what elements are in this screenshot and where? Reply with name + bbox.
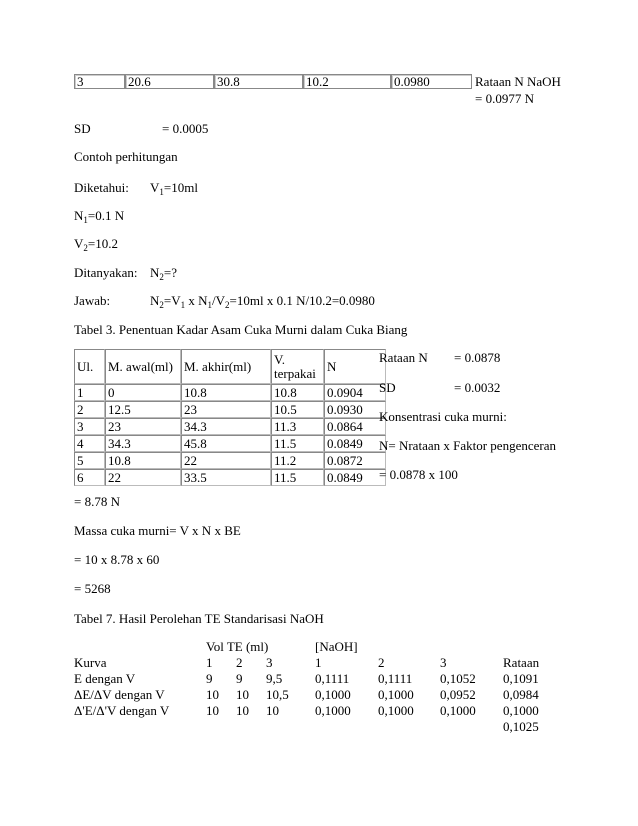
table-cell: 9 [236, 671, 243, 686]
table-cell: 34.3 [181, 418, 271, 435]
table-cell: 10.8 [271, 384, 324, 401]
table-cell: 45.8 [181, 435, 271, 452]
table-cell: 0,1000 [503, 703, 539, 718]
table-cell: 11.2 [271, 452, 324, 469]
konsentrasi-calc: = 0.0878 x 100 [379, 467, 458, 482]
header-cell: M. akhir(ml) [181, 349, 271, 384]
table-cell: 0.0872 [324, 452, 386, 469]
rataan-naoh-value: = 0.0977 N [475, 91, 534, 106]
header-cell: 1 [206, 655, 213, 670]
table-cell: 1 [74, 384, 105, 401]
ditanyakan-label: Ditanyakan: [74, 265, 138, 280]
table-cell: 0,0952 [440, 687, 476, 702]
tabel7-title: Tabel 7. Hasil Perolehan TE Standarisasi NaOH [74, 611, 324, 626]
table-cell: 0.0849 [324, 435, 386, 452]
rataan-n-label: Rataan N [379, 350, 428, 365]
table-cell: 10,5 [266, 687, 289, 702]
top-row-cell-2: 20.6 [125, 74, 214, 89]
table-cell: 0.0849 [324, 469, 386, 486]
table-cell: 0,1000 [440, 703, 476, 718]
table-cell: 0,1000 [378, 687, 414, 702]
sd-value: = 0.0005 [162, 121, 209, 136]
jawab-formula: $N_2=V_1$ x $N_1/V_2=10ml$ x 0.1 N/10.2=0.0980 [150, 293, 375, 310]
rataan-n-value: = 0.0878 [454, 350, 501, 365]
header-cell: Kurva [74, 655, 107, 670]
table-row [74, 452, 386, 469]
table-cell: 5 [74, 452, 105, 469]
header-cell: Ul. [74, 349, 105, 384]
top-row-cell-3: 30.8 [214, 74, 303, 89]
table-cell: 10 [236, 687, 249, 702]
table-cell: 10.5 [271, 401, 324, 418]
table-cell: 0,1091 [503, 671, 539, 686]
header-cell: V. terpakai [271, 349, 324, 384]
konsentrasi-formula: N= Nrataan x Faktor pengenceran [379, 438, 556, 453]
table-cell: 0,1052 [440, 671, 476, 686]
table-cell: 12.5 [105, 401, 181, 418]
vol-te-group-header: Vol TE (ml) [206, 639, 269, 654]
table-cell: 3 [74, 418, 105, 435]
table-cell: ΔE/ΔV dengan V [74, 687, 165, 702]
top-row-cell-4: 10.2 [303, 74, 391, 89]
rataan-naoh-label: Rataan N NaOH [475, 74, 561, 89]
header-cell: Rataan [503, 655, 540, 670]
sd3-value: = 0.0032 [454, 380, 501, 395]
table-cell: 22 [181, 452, 271, 469]
massa-result: = 5268 [74, 581, 111, 596]
table-cell: 0,1000 [315, 687, 351, 702]
table-cell: 6 [74, 469, 105, 486]
header-cell: M. awal(ml) [105, 349, 181, 384]
v1-expression: $V_1=10ml$ [150, 180, 198, 197]
n1-expression: $N_1=0.1$ N [74, 208, 125, 225]
table-cell: E dengan V [74, 671, 136, 686]
table-cell: 0,1000 [378, 703, 414, 718]
table-cell: 11.5 [271, 469, 324, 486]
table-cell: 0.0930 [324, 401, 386, 418]
table-row [74, 384, 386, 401]
tabel3-table [74, 349, 386, 486]
table-cell: 0,1111 [378, 671, 413, 686]
table-row [74, 435, 386, 452]
table-cell: 33.5 [181, 469, 271, 486]
header-cell: 3 [266, 655, 273, 670]
extra-rataan-value: 0,1025 [503, 719, 539, 734]
table-cell: 10 [206, 687, 219, 702]
table-header-row [74, 349, 386, 384]
table-cell: 9 [206, 671, 213, 686]
table-cell: 2 [74, 401, 105, 418]
diketahui-label: Diketahui: [74, 180, 129, 195]
table-cell: 0,1111 [315, 671, 350, 686]
table-cell: Δ'E/Δ'V dengan V [74, 703, 170, 718]
table-cell: 0,1000 [315, 703, 351, 718]
table-cell: 23 [181, 401, 271, 418]
sd3-label: SD [379, 380, 396, 395]
v2-expression: $V_2=10.2$ [74, 236, 118, 253]
tabel3-title: Tabel 3. Penentuan Kadar Asam Cuka Murni dalam Cuka Biang [74, 322, 408, 337]
table-cell: 23 [105, 418, 181, 435]
header-cell: N [324, 349, 386, 384]
table-cell: 0.0864 [324, 418, 386, 435]
table-cell: 9,5 [266, 671, 283, 686]
table-row [74, 469, 386, 486]
table-cell: 0 [105, 384, 181, 401]
table-row [74, 418, 386, 435]
top-row-cell-5: 0.0980 [391, 74, 472, 89]
table-cell: 0.0904 [324, 384, 386, 401]
table-cell: 10 [206, 703, 219, 718]
jawab-label: Jawab: [74, 293, 111, 308]
n2-question: $N_2=$? [150, 265, 177, 282]
contoh-heading: Contoh perhitungan [74, 149, 178, 164]
table-cell: 22 [105, 469, 181, 486]
massa-formula: Massa cuka murni= V x N x BE [74, 523, 241, 538]
top-row-cell-1: 3 [74, 74, 125, 89]
naoh-group-header: [NaOH] [315, 639, 358, 654]
header-cell: 1 [315, 655, 322, 670]
table-cell: 11.3 [271, 418, 324, 435]
table-cell: 4 [74, 435, 105, 452]
table-cell: 11.5 [271, 435, 324, 452]
massa-calc: = 10 x 8.78 x 60 [74, 552, 160, 567]
sd-label: SD [74, 121, 91, 136]
konsentrasi-label: Konsentrasi cuka murni: [379, 409, 507, 424]
result-normality: = 8.78 N [74, 494, 120, 509]
table-cell: 10.8 [181, 384, 271, 401]
table-row [74, 401, 386, 418]
header-cell: 3 [440, 655, 447, 670]
table-cell: 10 [266, 703, 279, 718]
header-cell: 2 [378, 655, 385, 670]
table-cell: 10 [236, 703, 249, 718]
table-cell: 10.8 [105, 452, 181, 469]
header-cell: 2 [236, 655, 243, 670]
table-cell: 0,0984 [503, 687, 539, 702]
table-cell: 34.3 [105, 435, 181, 452]
